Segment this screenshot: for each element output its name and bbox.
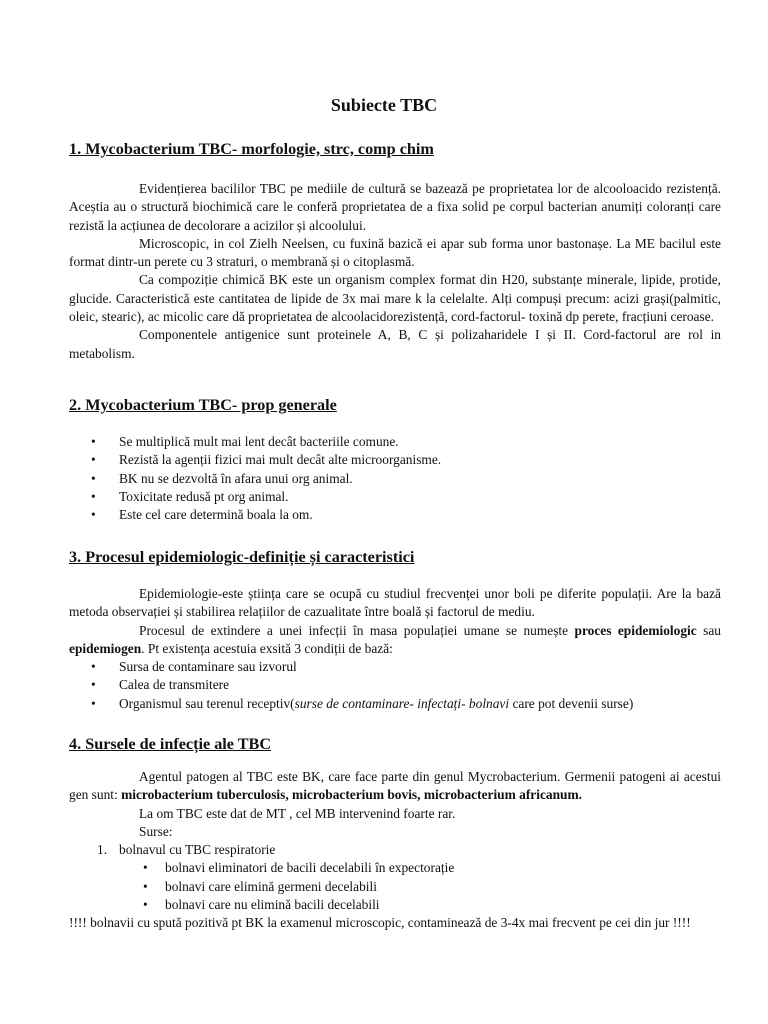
section-4-line-2: Surse:: [139, 823, 173, 839]
section-1-body: [69, 180, 721, 363]
section-3-list: [69, 658, 721, 713]
list-item: • bolnavi eliminatori de bacili decelabili în expectorație: [69, 859, 721, 877]
list-item: • Toxicitate redusă pt org animal.: [69, 488, 721, 506]
section-4-heading: 4. Sursele de infecție ale TBC: [69, 735, 272, 753]
page-title: Subiecte TBC: [330, 95, 438, 115]
section-2-heading: 2. Mycobacterium TBC- prop generale: [69, 396, 337, 414]
section-3-paragraph-2: Procesul de extindere a unei infecții în masa populației umane se numește proces epidemiologic sau epidemiogen. Pt existența acestuia exsită 3 condiții de bază:: [69, 622, 721, 656]
section-1-paragraph-3: Ca compoziție chimică BK este un organism complex format din H20, substanțe minerale, lipide, protide, glucide. Caracteristică este cantitatea de lipide de 3x mai mare k la celelalte. Alți compuși precum: acizi grași(palmitic, oleic, stearic), ac micolic care dă proprietatea de alcoolacidorezistență, cord-factorul- toxină dp perete, fracțiuni ceroase.: [69, 272, 721, 325]
list-item: • Este cel care determină boala la om.: [69, 506, 721, 524]
list-item: • Sursa de contaminare sau izvorul: [69, 658, 721, 676]
list-item: • BK nu se dezvoltă în afara unui org animal.: [69, 470, 721, 488]
term-proces-epidemiologic: proces epidemiologic: [574, 622, 697, 638]
section-3-body: [69, 585, 721, 713]
section-2-list: [69, 433, 721, 524]
section-3-paragraph-1: Epidemiologie-este știința care se ocupă cu studiul frecvenței unor boli pe diferite populații. Are la bază metoda observației și stabilirea relațiilor de cazualitate între boală și factorul de mediu.: [69, 586, 721, 620]
section-1-paragraph-4: Componentele antigenice sunt proteinele A, B, C și polizaharidele I și II. Cord-factorul are rol in metabolism.: [69, 327, 721, 361]
list-item: • bolnavi care elimină germeni decelabili: [69, 878, 721, 896]
list-item: • Rezistă la agenții fizici mai mult decât alte microorganisme.: [69, 451, 721, 469]
numbered-item-1: 1. bolnavul cu TBC respiratorie: [69, 841, 721, 859]
section-1-paragraph-1: Evidențierea bacililor TBC pe mediile de cultură se bazează pe proprietatea lor de alcooloacido rezistență. Aceștia au o structură biochimică care le conferă proprietatea de a fixa solid pe corpul bacterian anumiți coloranți care rezistă la acțiunea de decolorare a acizilor și alcoolului.: [69, 181, 721, 233]
section-2-body: [69, 433, 721, 524]
section-3-heading: 3. Procesul epidemiologic-definiție și caracteristici: [69, 548, 415, 566]
section-4-line-1: La om TBC este dat de MT , cel MB intervenind foarte rar.: [139, 805, 456, 821]
section-1-paragraph-2: Microscopic, in col Zielh Neelsen, cu fuxină bazică ei apar sub forma unor bastonașe. La ME bacilul este format dintr-un perete cu 3 straturi, o membrană și o citoplasmă.: [69, 235, 721, 270]
section-4-paragraph-1: Agentul patogen al TBC este BK, care face parte din genul Mycrobacterium. Germenii patogeni ai acestui gen sunt: microbacterium tuberculosis, microbacterium bovis, microbacterium africanum.: [69, 769, 721, 803]
list-item: • bolnavi care nu elimină bacili decelabili: [69, 896, 721, 914]
section-4-sublist: [69, 859, 721, 914]
bacteria-names: microbacterium tuberculosis, microbacterium bovis, microbacterium africanum.: [121, 787, 582, 803]
term-epidemiogen: epidemiogen: [69, 640, 142, 656]
section-4-note: !!!! bolnavii cu spută pozitivă pt BK la examenul microscopic, contaminează de 3-4x mai frecvent pe cei din jur !!!!: [69, 915, 691, 931]
item-number: 1.: [97, 842, 108, 858]
list-item: • Se multiplică mult mai lent decât bacteriile comune.: [69, 433, 721, 451]
italic-note: surse de contaminare- infectați- bolnavi: [294, 695, 510, 711]
list-item: • Organismul sau terenul receptiv(surse de contaminare- infectați- bolnavi care pot devenii surse): [69, 695, 721, 713]
section-4-body: [69, 768, 721, 933]
section-1-heading: 1. Mycobacterium TBC- morfologie, strc, comp chim: [69, 140, 434, 158]
list-item: • Calea de transmitere: [69, 676, 721, 694]
